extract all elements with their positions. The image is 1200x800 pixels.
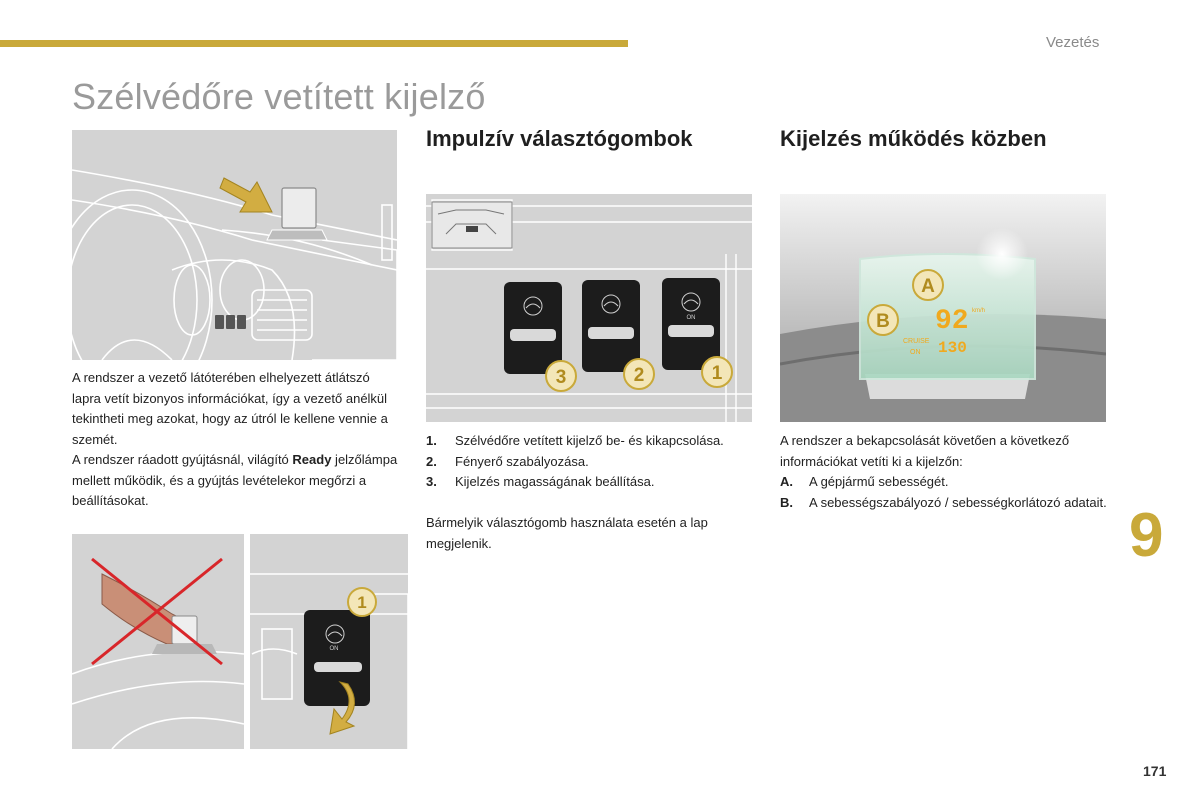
hud-set-speed: 130 — [938, 339, 967, 357]
item-text: Kijelzés magasságának beállítása. — [455, 474, 655, 489]
selector-buttons-illustration — [426, 194, 752, 422]
callout-1: 1 — [711, 363, 723, 384]
para2-text-start: A rendszer ráadott gyújtásnál, világító — [72, 452, 293, 467]
item-text: Fényerő szabályozása. — [455, 453, 589, 469]
selector-buttons-heading: Impulzív választógombok — [426, 126, 693, 151]
on-button-label: ON — [329, 646, 339, 652]
chapter-number: 9 — [1129, 501, 1164, 570]
hud-on-label: ON — [910, 349, 921, 356]
list-item — [780, 472, 1110, 493]
hud-label-a: A — [921, 276, 935, 297]
item-text: A sebességszabályozó / sebességkorlátozó adatait. — [809, 494, 1107, 510]
item-number: 3. — [426, 474, 437, 489]
para2-text-end: jelzőlámpa mellett működik, és a gyújtás levételekor megőrzi a beállításokat. — [72, 452, 398, 508]
selector-note: Bármelyik választógomb használata esetén a lap megjelenik. — [426, 515, 708, 551]
description-text — [72, 368, 402, 512]
item-number: 1. — [426, 433, 437, 448]
header-accent-bar — [0, 40, 628, 47]
hud-label-b: B — [876, 311, 890, 332]
ready-indicator-label: Ready — [292, 452, 332, 467]
list-item — [426, 472, 746, 493]
display-heading: Kijelzés működés közben — [780, 126, 1047, 151]
list-item — [426, 431, 746, 452]
item-letter: B. — [780, 494, 793, 510]
selector-buttons-list — [426, 431, 746, 493]
hud-speed-unit: km/h — [972, 308, 986, 314]
display-intro: A rendszer a bekapcsolását követően a következő információkat vetíti ki a kijelzőn: — [780, 433, 1070, 469]
item-text: A gépjármű sebességét. — [809, 474, 949, 489]
description-para-1: A rendszer a vezető látóterében elhelyezett átlátszó lapra vetít bizonyos információkat, így a vezető anélkül tekintheti meg azokat, hogy az útról le kellene vennie a szemét. — [72, 370, 388, 447]
on-button-label-top: ON — [686, 315, 696, 321]
list-item — [426, 452, 746, 473]
description-para-2 — [72, 450, 402, 512]
hud-speed: 92 — [935, 306, 969, 337]
callout-2: 2 — [633, 365, 645, 386]
item-number: 2. — [426, 453, 437, 469]
hud-cruise-label: CRUISE — [903, 338, 930, 345]
item-text: Szélvédőre vetített kijelző be- és kikapcsolása. — [455, 433, 724, 448]
list-item — [780, 493, 1110, 514]
dashboard-illustration — [72, 130, 397, 360]
screen-handling-illustration — [72, 534, 408, 749]
callout-3: 3 — [555, 367, 567, 388]
page-title: Szélvédőre vetített kijelző — [72, 76, 486, 117]
callout-1-lower: 1 — [357, 593, 367, 612]
hud-display-illustration — [780, 194, 1106, 422]
display-info-list — [780, 472, 1110, 513]
item-letter: A. — [780, 474, 793, 489]
section-name: Vezetés — [1046, 34, 1100, 51]
page-number: 171 — [1143, 763, 1167, 779]
